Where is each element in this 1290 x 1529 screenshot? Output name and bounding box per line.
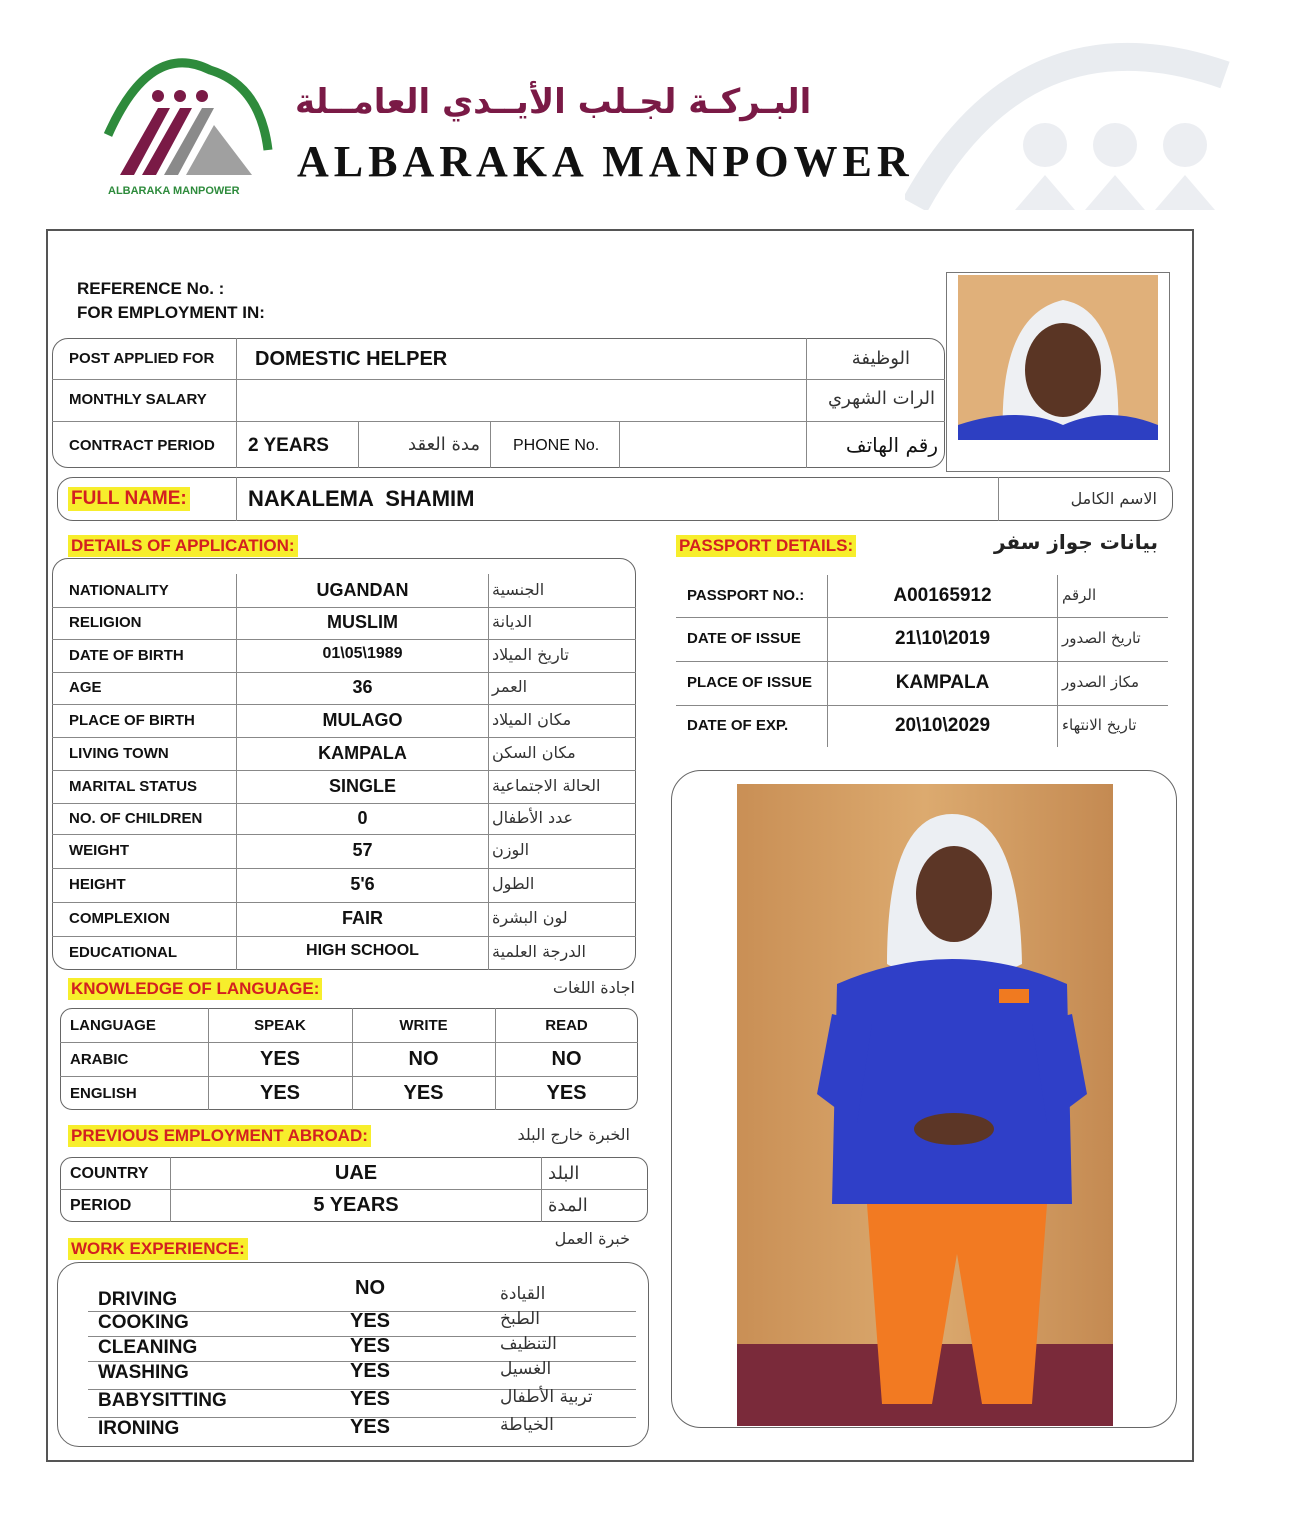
pp-row-label: DATE OF ISSUE: [687, 630, 801, 647]
post-vline: [619, 421, 620, 468]
reference-number: REFERENCE No. :: [77, 279, 225, 298]
application-title: DETAILS OF APPLICATION:: [68, 535, 298, 557]
app-row-value: 57: [352, 840, 373, 860]
employment-in: FOR EMPLOYMENT IN:: [77, 303, 265, 322]
post-vline: [358, 421, 359, 468]
work-row-arabic: تربية الأطفال: [500, 1387, 593, 1407]
post-vline: [490, 421, 491, 468]
pp-hline: [676, 661, 1168, 662]
app-row-arabic: الطول: [492, 874, 535, 893]
portrait-image: [958, 275, 1158, 440]
app-row-label: RELIGION: [69, 614, 142, 631]
app-row-arabic: الحالة الاجتماعية: [492, 775, 601, 795]
language-name: ARABIC: [70, 1051, 129, 1068]
app-hline: [52, 803, 636, 804]
app-hline: [52, 672, 636, 673]
app-row-arabic: الديانة: [492, 612, 533, 631]
contract-label: CONTRACT PERIOD: [69, 437, 215, 454]
prev-row-arabic: البلد: [548, 1163, 580, 1184]
app-hline: [52, 868, 636, 869]
previous-title: PREVIOUS EMPLOYMENT ABROAD:: [68, 1125, 371, 1147]
passport-title-arabic: بيانات جواز سفر: [993, 530, 1158, 554]
app-hline: [52, 704, 636, 705]
work-row-value: YES: [349, 1388, 391, 1410]
app-row-label: MARITAL STATUS: [69, 777, 198, 795]
app-row-arabic: تاريخ الميلاد: [492, 644, 569, 664]
logo-caption: ALBARAKA MANPOWER: [108, 185, 240, 197]
work-row-arabic: الغسيل: [500, 1359, 552, 1379]
app-row-value: SINGLE: [328, 775, 396, 796]
name-vline: [236, 477, 237, 521]
app-row-value: HIGH SCHOOL: [306, 942, 419, 959]
applicant-full-photo: [737, 784, 1113, 1426]
pp-row-arabic: مكاز الصدور: [1062, 673, 1140, 691]
pp-hline: [676, 617, 1168, 618]
app-row-arabic: الدرجة العلمية: [492, 942, 586, 961]
language-level: YES: [546, 1082, 587, 1104]
prev-row-value: UAE: [334, 1162, 378, 1184]
app-row-value: UGANDAN: [316, 579, 409, 600]
app-row-arabic: مكان الميلاد: [492, 709, 572, 729]
pp-row-label: PLACE OF ISSUE: [687, 674, 813, 691]
work-row-value: NO: [355, 1277, 385, 1299]
pp-hline: [676, 705, 1168, 706]
language-level: NO: [551, 1048, 582, 1070]
post-label: POST APPLIED FOR: [69, 350, 215, 367]
post-divider: [52, 379, 945, 380]
phone-label: PHONE No.: [513, 437, 600, 454]
language-level: YES: [403, 1082, 444, 1104]
app-vline: [488, 574, 489, 970]
app-row-label: PLACE OF BIRTH: [69, 711, 195, 729]
work-row-arabic: الطبخ: [500, 1309, 540, 1329]
watermark-icon: [905, 15, 1235, 210]
app-row-label: HEIGHT: [69, 876, 126, 893]
work-row-label: DRIVING: [98, 1289, 178, 1310]
work-row-label: COOKING: [98, 1312, 189, 1333]
language-level: YES: [259, 1048, 301, 1070]
pp-row-value: 21\10\2019: [894, 628, 991, 649]
full-name-label: FULL NAME:: [68, 487, 190, 511]
prev-row-arabic: المدة: [548, 1195, 588, 1216]
app-row-label: NATIONALITY: [69, 581, 169, 599]
pp-row-value: KAMPALA: [895, 672, 990, 693]
company-name-arabic: البـركـة لجـلب الأيــدي العامــلة: [295, 82, 812, 122]
app-row-label: WEIGHT: [69, 842, 129, 859]
language-title: KNOWLEDGE OF LANGUAGE:: [68, 978, 322, 1000]
app-hline: [52, 936, 636, 937]
pp-row-value: A00165912: [893, 585, 992, 606]
language-title-arabic: اجادة اللغات: [552, 978, 635, 997]
app-row-arabic: مكان السكن: [492, 742, 576, 762]
app-hline: [52, 902, 636, 903]
work-row-label: CLEANING: [98, 1337, 198, 1358]
app-row-value: MUSLIM: [327, 612, 398, 632]
work-title-arabic: خبرة العمل: [554, 1229, 630, 1248]
work-row-value: YES: [349, 1310, 391, 1332]
app-row-arabic: عدد الأطفال: [492, 807, 574, 827]
app-row-arabic: الجنسية: [492, 579, 545, 599]
full-name-arabic: الاسم الكامل: [1070, 489, 1157, 508]
app-row-label: AGE: [69, 679, 102, 696]
pp-row-arabic: تاريخ الصدور: [1062, 629, 1141, 647]
prev-row-label: COUNTRY: [70, 1165, 149, 1182]
app-row-arabic: لون البشرة: [492, 908, 568, 927]
app-row-value: 0: [357, 807, 368, 828]
app-row-label: COMPLEXION: [69, 910, 170, 927]
work-row-label: IRONING: [98, 1418, 180, 1439]
full-name-value: NAKALEMA SHAMIM: [248, 486, 475, 511]
app-row-label: NO. OF CHILDREN: [69, 809, 203, 827]
pp-row-label: DATE OF EXP.: [687, 717, 789, 734]
app-hline: [52, 639, 636, 640]
prev-vline: [541, 1157, 542, 1222]
app-row-label: EDUCATIONAL: [69, 944, 178, 961]
prev-hline: [60, 1189, 648, 1190]
contract-value: 2 YEARS: [248, 435, 329, 456]
company-logo: [100, 50, 275, 180]
prev-row-label: PERIOD: [70, 1197, 132, 1214]
prev-row-value: 5 YEARS: [313, 1194, 399, 1216]
work-row-arabic: الخياطة: [500, 1415, 554, 1435]
pp-row-label: PASSPORT NO.:: [687, 587, 805, 604]
app-row-value: KAMPALA: [318, 742, 407, 763]
full-photo-image: [737, 784, 1113, 1426]
work-row-arabic: التنظيف: [500, 1334, 557, 1354]
language-header: LANGUAGE: [70, 1017, 156, 1034]
post-divider: [52, 421, 945, 422]
lang-hline: [60, 1076, 638, 1077]
phone-arabic: رقم الهاتف: [845, 433, 938, 457]
logo-icon: [100, 50, 275, 180]
work-row-label: BABYSITTING: [98, 1390, 227, 1411]
work-row-value: YES: [349, 1416, 391, 1438]
app-row-value: 5'6: [350, 874, 375, 894]
full-name-box: [57, 477, 1173, 521]
app-row-label: LIVING TOWN: [69, 744, 169, 762]
app-hline: [52, 834, 636, 835]
app-hline: [52, 770, 636, 771]
post-arabic: الوظيفة: [851, 348, 910, 369]
salary-arabic: الرات الشهري: [828, 388, 935, 409]
post-value: DOMESTIC HELPER: [255, 348, 448, 370]
contract-arabic: مدة العقد: [408, 434, 480, 455]
language-header: WRITE: [399, 1017, 448, 1034]
app-row-arabic: الوزن: [492, 840, 530, 859]
app-row-label: DATE OF BIRTH: [69, 646, 184, 664]
work-row-value: YES: [349, 1360, 391, 1382]
pp-row-arabic: الرقم: [1062, 586, 1097, 604]
salary-label: MONTHLY SALARY: [69, 391, 207, 408]
app-row-value: 36: [352, 677, 373, 697]
company-name-english: ALBARAKA MANPOWER: [297, 137, 914, 186]
post-vline: [236, 338, 237, 468]
app-row-value: FAIR: [341, 908, 383, 928]
app-hline: [52, 737, 636, 738]
app-hline: [52, 607, 636, 608]
watermark-logo: [905, 15, 1235, 210]
previous-title-arabic: الخبرة خارج البلد: [517, 1125, 630, 1144]
app-row-value: 01\05\1989: [322, 644, 403, 662]
language-name: ENGLISH: [70, 1085, 137, 1102]
pp-row-arabic: تاريخ الانتهاء: [1062, 716, 1137, 734]
lang-hline: [60, 1042, 638, 1043]
applicant-portrait: [958, 275, 1158, 440]
app-row-value: MULAGO: [322, 709, 403, 730]
pp-row-value: 20\10\2029: [894, 715, 991, 736]
passport-title: PASSPORT DETAILS:: [676, 535, 856, 557]
work-row-label: WASHING: [98, 1362, 189, 1383]
work-title: WORK EXPERIENCE:: [68, 1238, 248, 1260]
app-row-arabic: العمر: [492, 677, 528, 696]
language-header: SPEAK: [254, 1017, 306, 1034]
work-row-arabic: القيادة: [500, 1284, 546, 1304]
name-vline: [998, 477, 999, 521]
language-level: NO: [408, 1048, 439, 1070]
language-level: YES: [259, 1082, 301, 1104]
work-row-value: YES: [349, 1335, 391, 1357]
post-vline: [806, 338, 807, 468]
language-header: READ: [545, 1017, 588, 1034]
